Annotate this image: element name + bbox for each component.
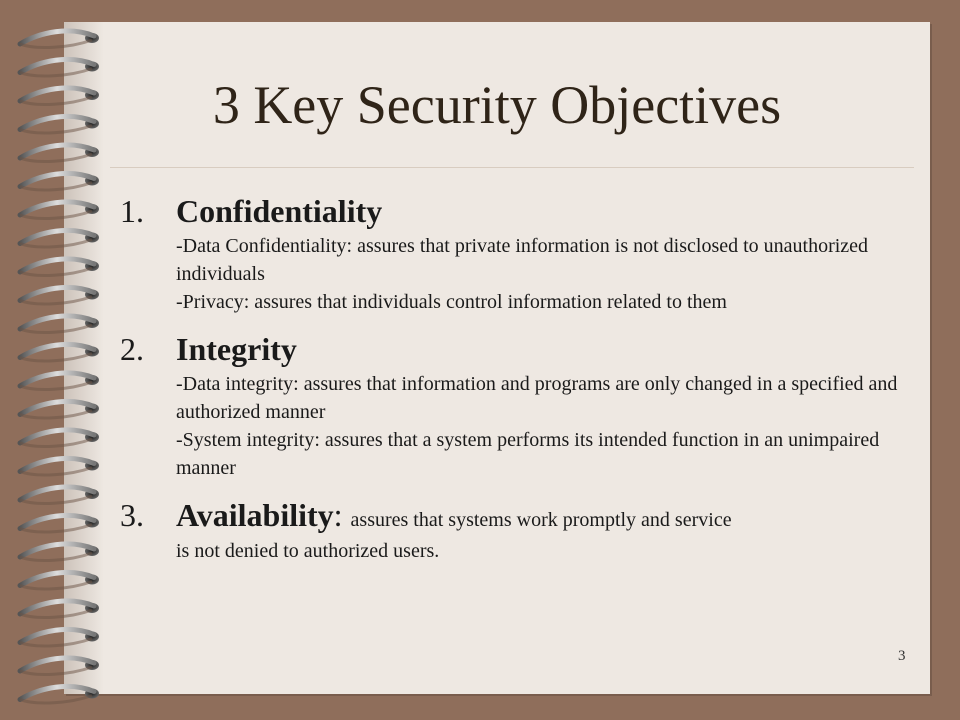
objective-heading: Availability (176, 497, 334, 533)
objective-detail: -Data integrity: assures that information and programs are only changed in a specified and authorized manner (176, 373, 898, 423)
objective-heading-line (176, 494, 900, 536)
list-number: 3. (120, 497, 144, 533)
objective-integrity (120, 328, 900, 482)
objective-detail: assures that systems work promptly and service (350, 509, 732, 531)
slide-title: 3 Key Security Objectives (212, 75, 782, 135)
objective-heading: Confidentiality (176, 193, 383, 229)
list-number: 2. (120, 331, 144, 367)
objective-detail: -System integrity: assures that a system performs its intended function in an unimpaired manner (176, 429, 880, 479)
objective-heading: Integrity (176, 331, 297, 367)
objective-detail: -Data Confidentiality: assures that private information is not disclosed to unauthorized individuals (176, 235, 869, 285)
list-number: 1. (120, 193, 144, 229)
title-divider (110, 167, 914, 168)
objective-detail: -Privacy: assures that individuals control information related to them (176, 291, 727, 313)
objective-availability (120, 494, 900, 566)
objective-confidentiality (120, 190, 900, 316)
objectives-list (120, 190, 900, 578)
page-number: 3 (898, 648, 906, 664)
objective-detail-continuation: is not denied to authorized users. (176, 540, 440, 562)
heading-separator: : (333, 497, 343, 533)
